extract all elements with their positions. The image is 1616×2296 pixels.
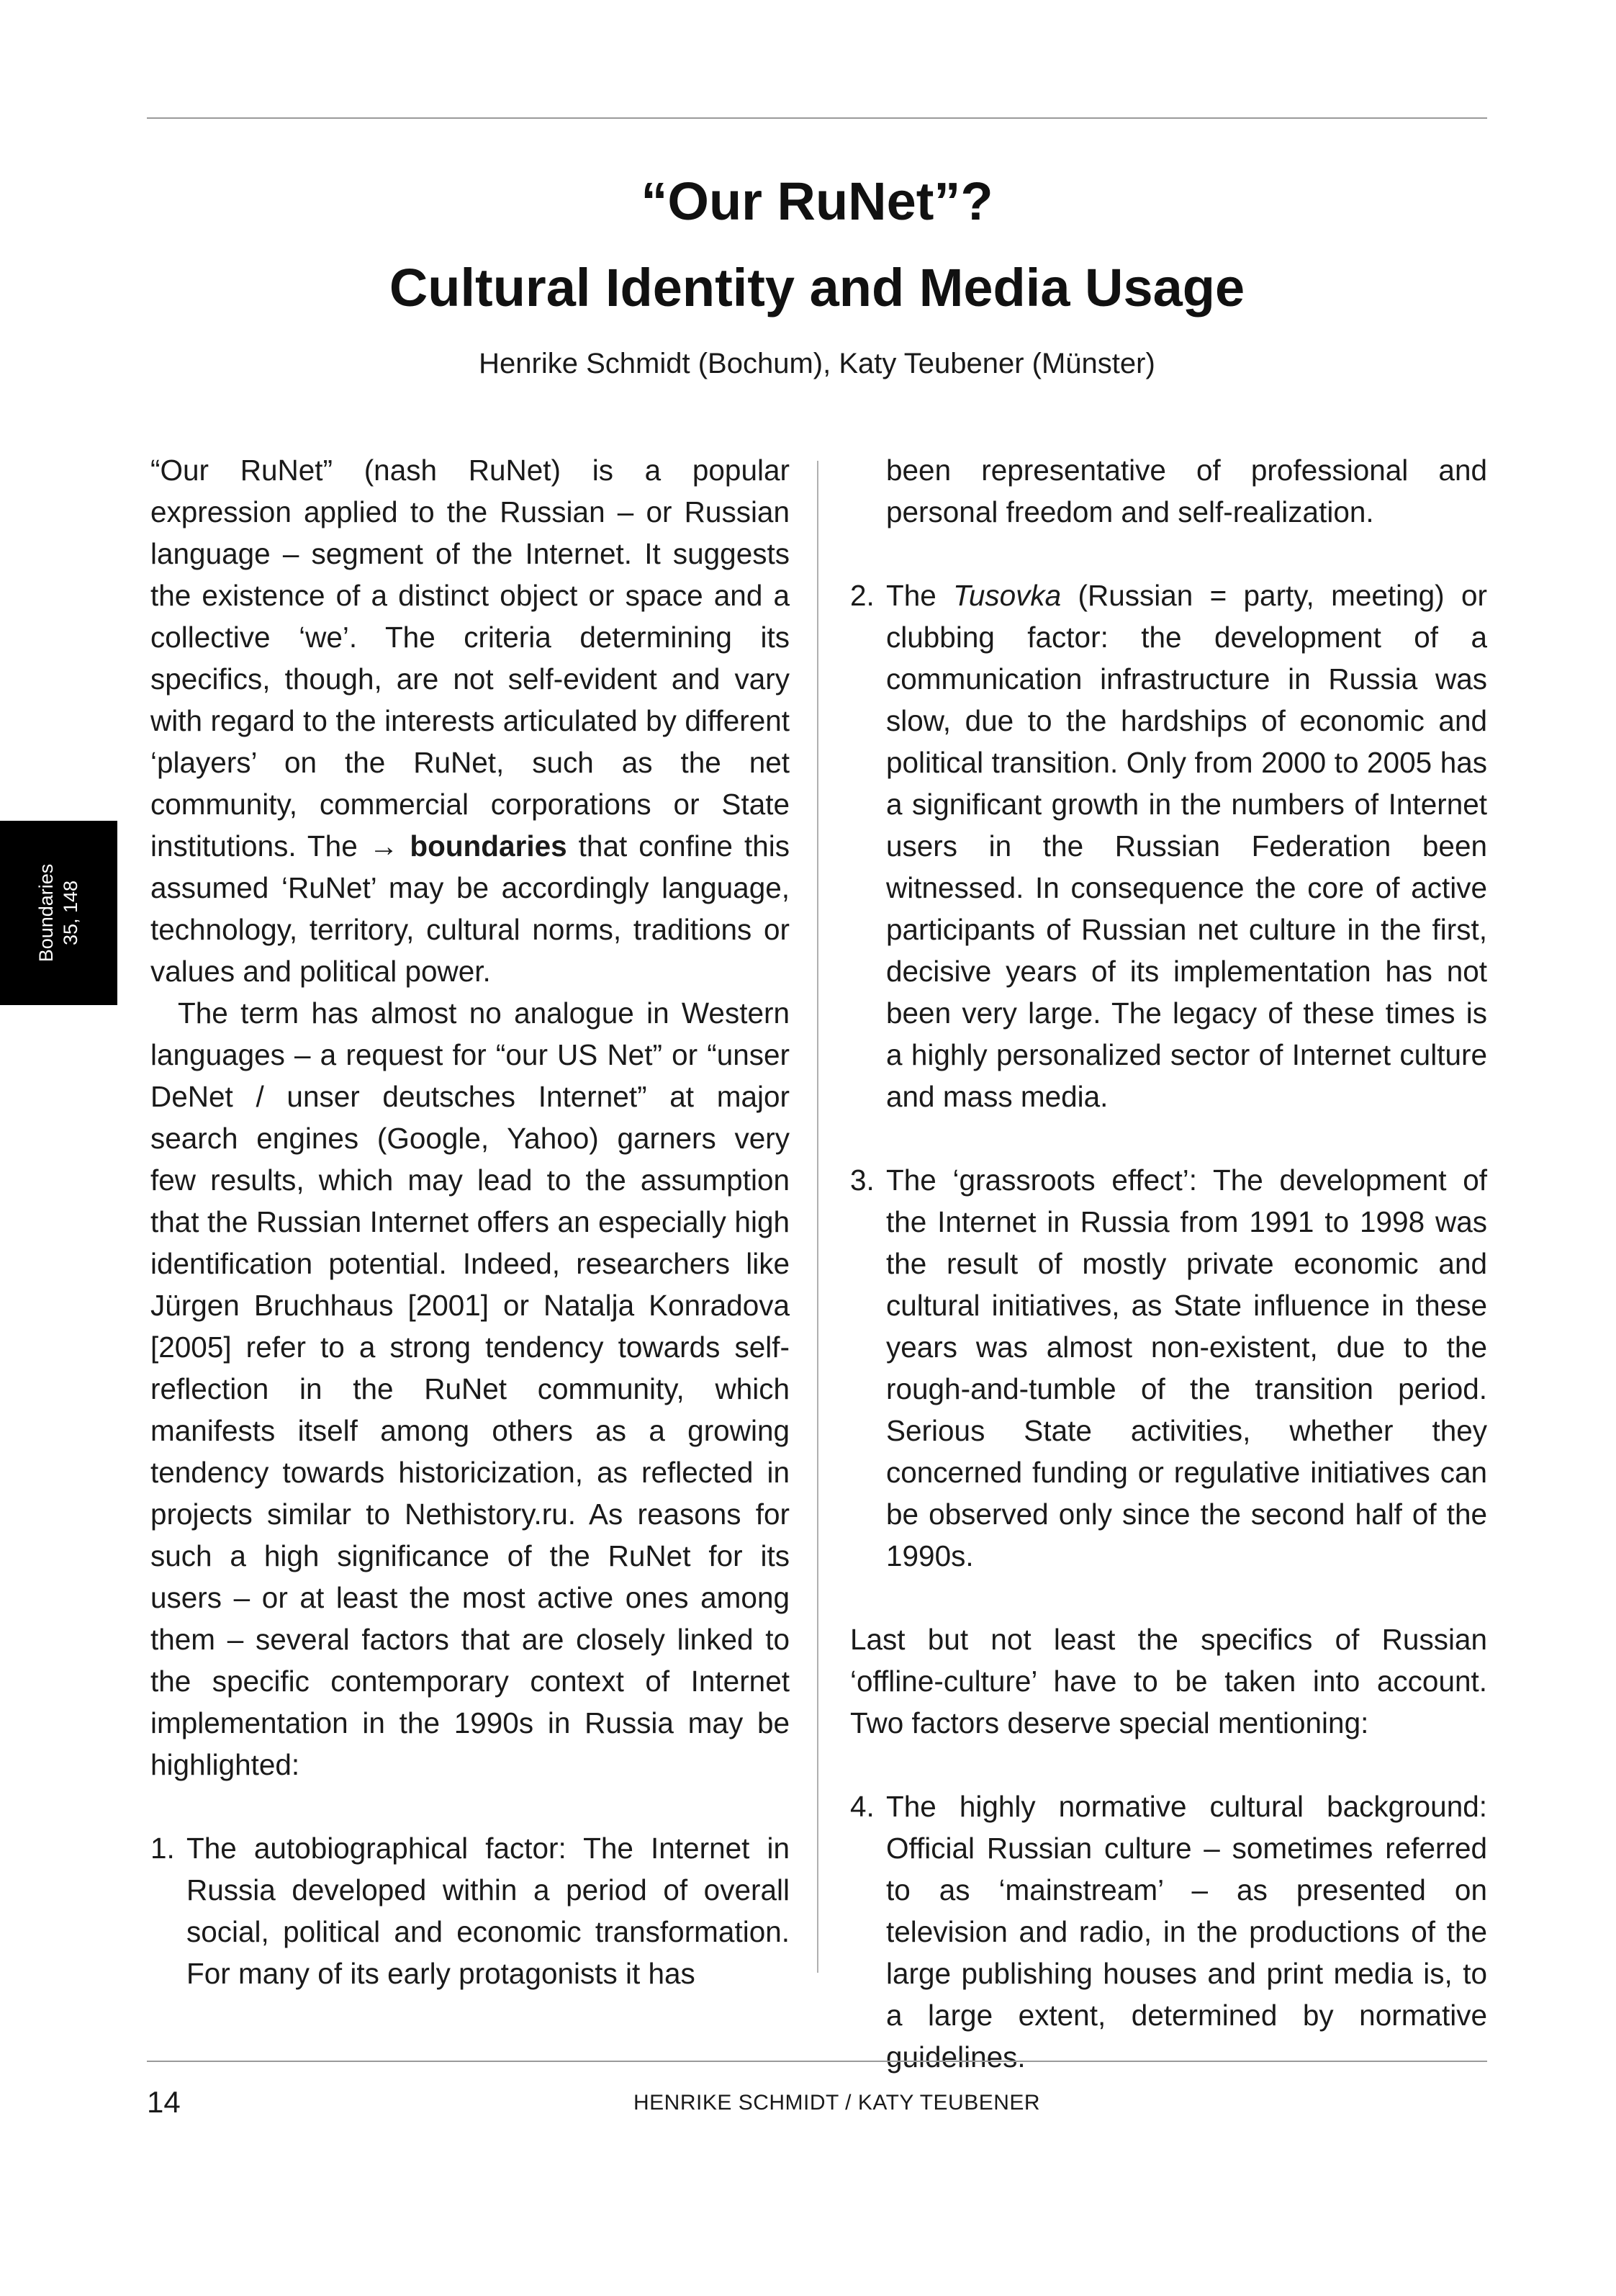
side-tab bbox=[0, 821, 117, 1005]
spacer bbox=[850, 1117, 1487, 1159]
side-tab-text bbox=[34, 864, 83, 963]
list-item-number: 1. bbox=[150, 1832, 175, 1865]
list-item-number: 3. bbox=[850, 1163, 875, 1197]
article-header bbox=[147, 158, 1487, 383]
right-column bbox=[850, 449, 1487, 2078]
spacer bbox=[850, 1577, 1487, 1619]
spacer bbox=[150, 1786, 790, 1827]
article-authors: Henrike Schmidt (Bochum), Katy Teubener (Münster) bbox=[479, 348, 1155, 379]
top-rule bbox=[147, 117, 1487, 119]
list-item-1 bbox=[150, 1827, 790, 1994]
list-item-text-start: The bbox=[886, 579, 954, 612]
list-item-text: The autobiographical factor: The Internet in Russia developed within a period of overall social, political and economic transformation. For many of its early protagonists it has bbox=[186, 1832, 790, 1990]
side-tab-label: Boundaries bbox=[35, 863, 57, 963]
paragraph-term: The term has almost no analogue in Western languages – a request for “our US Net” or “unser DeNet / unser deutsches Internet” at major search engines (Google, Yahoo) garners very few results, which may lead to the assumption that the Russian Internet offers an especially high identification potential. Indeed, researchers like Jürgen Bruchhaus [2001] or Natalja Konradova [2005] refer to a strong tendency towards self-reflection in the RuNet community, which manifests itself among others as a growing tendency towards historicization, as reflected in projects similar to Nethistory.ru. As reasons for such a high significance of the RuNet for its users – or at least the most active ones among them – several factors that are closely linked to the specific contemporary context of Internet implementation in the 1990s in Russia may be highlighted: bbox=[150, 996, 790, 1781]
list-item-number: 4. bbox=[850, 1790, 875, 1823]
cross-reference-arrow-icon: → bbox=[369, 829, 399, 863]
column-divider bbox=[817, 461, 818, 1973]
article-title-line-1: “Our RuNet”? bbox=[641, 171, 993, 231]
list-item-text bbox=[886, 575, 1487, 1117]
bottom-rule bbox=[147, 2061, 1487, 2062]
running-footer: HENRIKE SCHMIDT / KATY TEUBENER bbox=[633, 2091, 1041, 2115]
page-number: 14 bbox=[147, 2085, 181, 2119]
emphasized-term: Tusovka bbox=[953, 579, 1062, 612]
list-item-text: been representative of professional and personal freedom and self-realization. bbox=[886, 454, 1487, 528]
spacer bbox=[850, 1744, 1487, 1786]
list-item-number: 2. bbox=[850, 579, 875, 612]
list-item-text: The ‘grassroots effect’: The development of the Internet in Russia from 1991 to 1998 was the result of mostly private economic and cultural initiatives, as State influence in these years was almost non-existent, due to the rough-and-tumble of the transition period. Serious State activities, whether they concerned funding or regulative initiatives can be observed only since the second half of the 1990s. bbox=[886, 1163, 1487, 1572]
spacer bbox=[850, 533, 1487, 575]
list-item-text: The highly normative cultural background: Official Russian culture – sometimes referred to as ‘mainstream’ – as presented on television and radio, in the productions of the large publishing houses and print media is, to a large extent, determined by normative guidelines. bbox=[886, 1790, 1487, 2074]
paragraph-intro-text: “Our RuNet” (nash RuNet) is a popular expression applied to the Russian – or Russian language – segment of the Internet. It suggests the existence of a distinct object or space and a collective ‘we’. The criteria determining its specifics, though, are not self-evident and vary with regard to the interests articulated by different ‘players’ on the RuNet, such as the net community, commercial corporations or State institutions. The bbox=[150, 454, 790, 863]
paragraph-intro-text-end: that confine this assumed ‘RuNet’ may be accordingly language, technology, territory, cultural norms, traditions or values and political power. bbox=[150, 829, 790, 988]
list-item-2 bbox=[850, 575, 1487, 1117]
cross-reference-link[interactable]: boundaries bbox=[410, 829, 567, 863]
list-item-3 bbox=[850, 1159, 1487, 1577]
left-column bbox=[150, 449, 790, 1994]
list-item-1-continued bbox=[850, 449, 1487, 533]
list-item-text-end: (Russian = party, meeting) or clubbing factor: the development of a communication infrastructure in Russia was slow, due to the hardships of economic and political transition. Only from 2000 to 2005 has a significant growth in the numbers of Internet users in the Russian Federation been witnessed. In consequence the core of active participants of Russian net culture in the first, decisive years of its implementation has not been very large. The legacy of these times is a highly personalized sector of Internet culture and mass media. bbox=[886, 579, 1487, 1113]
paragraph-intro bbox=[150, 449, 790, 992]
paragraph-offline-culture: Last but not least the specifics of Russian ‘offline-culture’ have to be taken into account. Two factors deserve special mentioning: bbox=[850, 1623, 1487, 1739]
side-tab-pages: 35, 148 bbox=[60, 880, 81, 946]
article-title-line-2: Cultural Identity and Media Usage bbox=[389, 258, 1245, 318]
list-item-4 bbox=[850, 1786, 1487, 2078]
